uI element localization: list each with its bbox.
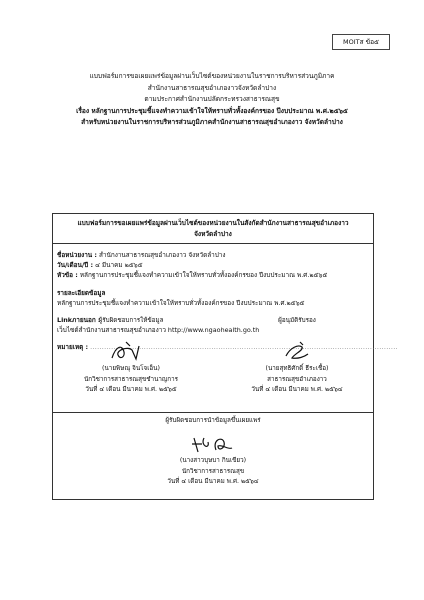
responsible-name: (นายพิษณุ จินโจเอ็น) <box>102 365 160 373</box>
document-header <box>30 71 394 129</box>
responsible-date: วันที่ ๔ เดือน มีนาคม พ.ศ. ๒๕๖๕ <box>85 386 177 394</box>
date-label: วัน/เดือน/ปี : <box>57 261 94 270</box>
approver-date: วันที่ ๔ เดือน มีนาคม พ.ศ. ๒๕๖๔ <box>251 386 343 394</box>
subject-row <box>57 270 369 280</box>
publisher-caption: ผู้รับผิดชอบการนำข้อมูลขึ้นเผยแพร่ <box>165 417 261 424</box>
publisher-position: นักวิชาการสาธารณสุข <box>181 467 245 475</box>
note-dotted-line: .................................................................................................................................... <box>90 343 398 352</box>
note-label: หมายเหตุ : <box>57 343 89 352</box>
header-line-3: ตามประกาศสำนักงานปลัดกระทรวงสาธารณสุข <box>144 95 280 104</box>
detail-label: รายละเอียดข้อมูล <box>57 288 106 297</box>
approver-signature-image <box>272 340 322 364</box>
signature-divider <box>52 412 374 413</box>
detail-value: หลักฐานการประชุมชี้แจงทำความเข้าใจให้ทราบทั่วทั้งองค์กรของ ปีงบประมาณ พ.ศ.๒๕๖๕ <box>57 298 305 307</box>
publisher-signature-block <box>138 416 288 488</box>
form-title-line-2: จังหวัดลำปาง <box>194 229 232 238</box>
agency-label: ชื่อหน่วยงาน : <box>57 251 97 259</box>
approver-caption: ผู้อนุมัติรับรอง <box>278 317 316 324</box>
agency-value: สำนักงานสาธารณสุขอำเภองาว จังหวัดลำปาง <box>99 251 226 259</box>
form-title <box>53 214 373 244</box>
subject-value: หลักฐานการประชุมชี้แจงทำความเข้าใจให้ทราบทั่วทั้งองค์กรของ ปีงบประมาณ พ.ศ.๒๕๖๕ <box>79 271 328 280</box>
external-link-value: เว็บไซต์สำนักงานสาธารณสุขอำเภองาว http://www.ngaohealth.go.th <box>57 326 260 335</box>
publisher-date: วันที่ ๔ เดือน มีนาคม พ.ศ. ๒๕๖๔ <box>167 478 259 486</box>
external-link-label: Linkภายนอก : <box>57 316 101 325</box>
form-title-line-1: แบบฟอร์มการขอเผยแพร่ข้อมูลผ่านเว็บไซต์ของหน่วยงานในสังกัดสำนักงานสาธารณสุขอำเภองาว <box>77 219 349 227</box>
responsible-signature-block <box>56 316 206 396</box>
header-subject-line: เรื่อง หลักฐานการประชุมชี้แจงทำความเข้าใจให้ทราบทั่วทั้งองค์กรของ ปีงบประมาณ พ.ศ.๒๕๖๕ <box>76 106 348 115</box>
header-agency-line: สำหรับหน่วยงานในราชการบริหารส่วนภูมิภาคสำนักงานสาธารณสุขอำเภองาว จังหวัดลำปาง <box>81 118 343 127</box>
publisher-name: (นางสาวบุษบา กินเขียว) <box>179 457 247 465</box>
subject-label: หัวข้อ : <box>57 271 78 280</box>
document-code-badge: MOITส ข้อ๕ <box>332 34 390 50</box>
responsible-signature-image <box>106 340 156 364</box>
approver-position: สาธารณสุขอำเภองาว <box>267 375 327 383</box>
responsible-position: นักวิชาการสาธารณสุขชำนาญการ <box>83 375 179 383</box>
header-line-2: สำนักงานสาธารณสุขอำเภองาวจังหวัดลำปาง <box>147 83 277 92</box>
approver-signature-block <box>222 316 372 396</box>
header-line-1: แบบฟอร์มการขอเผยแพร่ข้อมูลผ่านเว็บไซต์ของหน่วยงานในราชการบริหารส่วนภูมิภาค <box>89 72 335 80</box>
publisher-signature-image <box>188 432 238 456</box>
date-value: ๔ มีนาคม ๒๕๖๕ <box>95 261 143 270</box>
responsible-caption: ผู้รับผิดชอบการให้ข้อมูล <box>98 317 164 324</box>
agency-row <box>57 250 369 260</box>
date-row <box>57 260 369 270</box>
approver-name: (นายสุทธิศักดิ์ ธีระเชื้อ) <box>265 365 329 373</box>
